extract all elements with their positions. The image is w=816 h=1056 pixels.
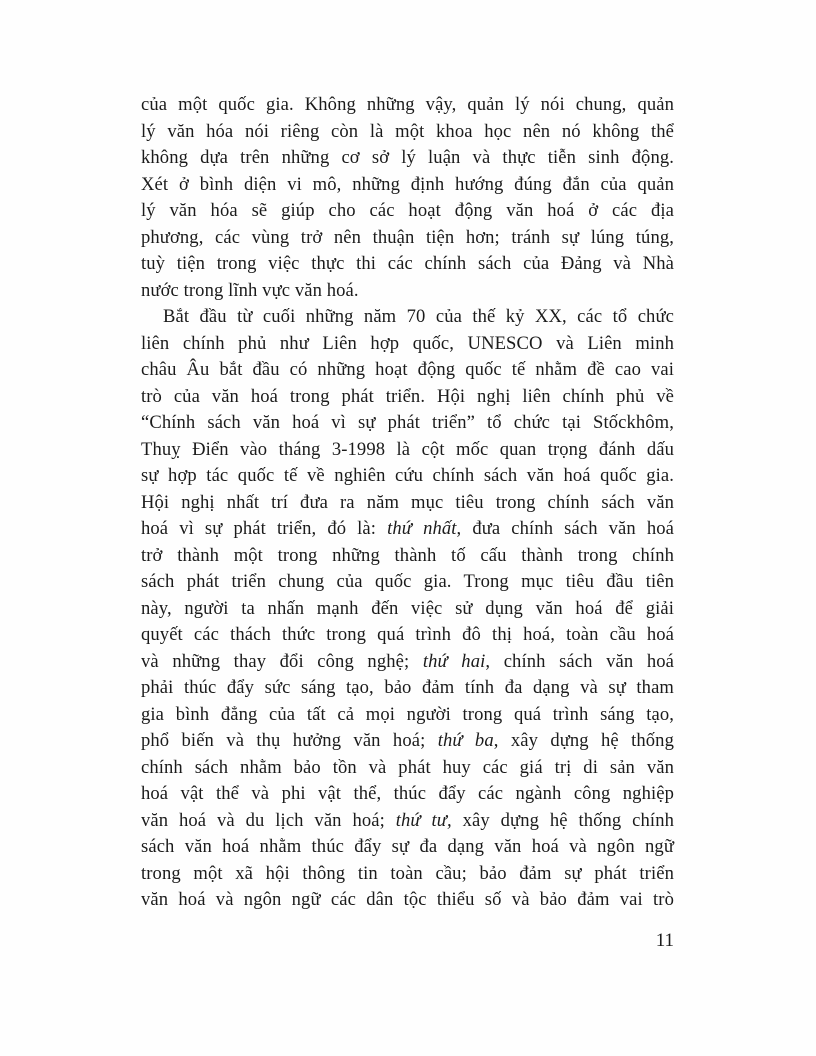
text-segment: châu Âu bắt đầu có những hoạt động quốc tế nhằm đề cao vai xyxy=(141,359,674,380)
text-segment: Xét ở bình diện vi mô, những định hướng đúng đắn của quản xyxy=(141,173,674,195)
text-segment: hoá vật thể và phi vật thể, thúc đẩy các ngành công nghiệp xyxy=(141,783,674,804)
text-segment: không dựa trên những cơ sở lý luận và thực tiễn sinh động. xyxy=(141,147,674,168)
text-segment: “Chính sách văn hoá vì sự phát triển” tổ chức tại Stốckhôm, xyxy=(141,412,674,433)
text-segment: phải thúc đẩy sức sáng tạo, bảo đảm tính đa dạng và sự tham xyxy=(141,677,674,698)
text-segment: của một quốc gia. Không những vậy, quản lý nói chung, quản xyxy=(141,94,674,115)
text-segment: , đưa chính sách văn hoá xyxy=(456,518,675,539)
text-line xyxy=(141,92,674,119)
text-segment: nước trong lĩnh vực văn hoá. xyxy=(141,279,359,301)
italic-text-segment: thứ ba xyxy=(437,730,494,751)
text-segment: trở thành một trong những thành tố cấu thành trong chính xyxy=(141,544,674,566)
text-line xyxy=(141,331,674,358)
text-line xyxy=(141,463,674,490)
text-line xyxy=(141,808,674,835)
text-line xyxy=(141,410,674,437)
text-line xyxy=(141,702,674,729)
text-segment: xây dựng hệ thống chính xyxy=(451,809,674,831)
text-line xyxy=(141,728,674,755)
text-line xyxy=(141,755,674,782)
italic-text-segment: thứ hai xyxy=(422,650,486,672)
text-segment: và những thay đổi công nghệ; xyxy=(141,650,423,672)
text-line xyxy=(141,861,674,888)
italic-text-segment: thứ nhất xyxy=(387,518,457,539)
text-segment: văn hoá và ngôn ngữ các dân tộc thiểu số và bảo đảm vai trò xyxy=(141,889,674,910)
text-line xyxy=(141,278,674,305)
text-line xyxy=(141,596,674,623)
text-segment: gia bình đẳng của tất cả mọi người trong quá trình sáng tạo, xyxy=(141,703,674,725)
text-segment: Hội nghị nhất trí đưa ra năm mục tiêu trong chính sách văn xyxy=(141,491,674,513)
text-line xyxy=(141,490,674,517)
text-line xyxy=(141,675,674,702)
text-block xyxy=(141,92,674,914)
text-line xyxy=(141,225,674,252)
paragraph xyxy=(141,304,674,914)
text-line xyxy=(141,357,674,384)
text-segment: Thuỵ Điển vào tháng 3-1998 là cột mốc quan trọng đánh dấu xyxy=(141,438,674,460)
text-segment: Bắt đầu từ cuối những năm 70 của thế kỷ XX, các tổ chức xyxy=(163,306,674,327)
text-line xyxy=(141,887,674,914)
text-segment: quyết các thách thức trong quá trình đô thị hoá, toàn cầu hoá xyxy=(141,624,674,645)
italic-text-segment: thứ tư, xyxy=(395,809,452,831)
text-segment: , xây dựng hệ thống xyxy=(493,730,674,751)
text-segment: phương, các vùng trở nên thuận tiện hơn; tránh sự lúng túng, xyxy=(141,226,674,248)
text-segment: sự hợp tác quốc tế về nghiên cứu chính sách văn hoá quốc gia. xyxy=(141,465,674,486)
text-line xyxy=(141,543,674,570)
text-segment: chính sách nhằm bảo tồn và phát huy các giá trị di sản văn xyxy=(141,756,674,778)
text-line xyxy=(141,304,674,331)
text-segment: trong một xã hội thông tin toàn cầu; bảo đảm sự phát triển xyxy=(141,862,674,884)
text-segment: văn hoá và du lịch văn hoá; xyxy=(141,809,396,831)
paragraph xyxy=(141,92,674,304)
text-line xyxy=(141,198,674,225)
text-segment: sách văn hoá nhằm thúc đẩy sự đa dạng văn hoá và ngôn ngữ xyxy=(141,836,674,857)
text-segment: trò của văn hoá trong phát triển. Hội nghị liên chính phủ về xyxy=(141,385,674,407)
text-line xyxy=(141,384,674,411)
page-number: 11 xyxy=(655,930,674,951)
text-segment: hoá vì sự phát triển, đó là: xyxy=(141,518,388,539)
text-line xyxy=(141,834,674,861)
text-line xyxy=(141,145,674,172)
text-line xyxy=(141,781,674,808)
text-segment: , chính sách văn hoá xyxy=(485,650,674,672)
text-line xyxy=(141,437,674,464)
text-segment: tuỳ tiện trong việc thực thi các chính sách của Đảng và Nhà xyxy=(141,253,674,274)
text-line xyxy=(141,622,674,649)
text-segment: này, người ta nhấn mạnh đến việc sử dụng văn hoá để giải xyxy=(141,597,674,619)
text-line xyxy=(141,172,674,199)
text-line xyxy=(141,119,674,146)
text-line xyxy=(141,569,674,596)
text-segment: sách phát triển chung của quốc gia. Trong mục tiêu đầu tiên xyxy=(141,571,674,592)
text-segment: liên chính phủ như Liên hợp quốc, UNESCO và Liên minh xyxy=(141,332,674,354)
text-segment: lý văn hóa nói riêng còn là một khoa học nên nó không thể xyxy=(141,120,674,142)
text-line xyxy=(141,516,674,543)
text-segment: lý văn hóa sẽ giúp cho các hoạt động văn hoá ở các địa xyxy=(141,200,674,221)
text-line xyxy=(141,649,674,676)
text-segment: phổ biến và thụ hưởng văn hoá; xyxy=(141,730,438,751)
text-line xyxy=(141,251,674,278)
